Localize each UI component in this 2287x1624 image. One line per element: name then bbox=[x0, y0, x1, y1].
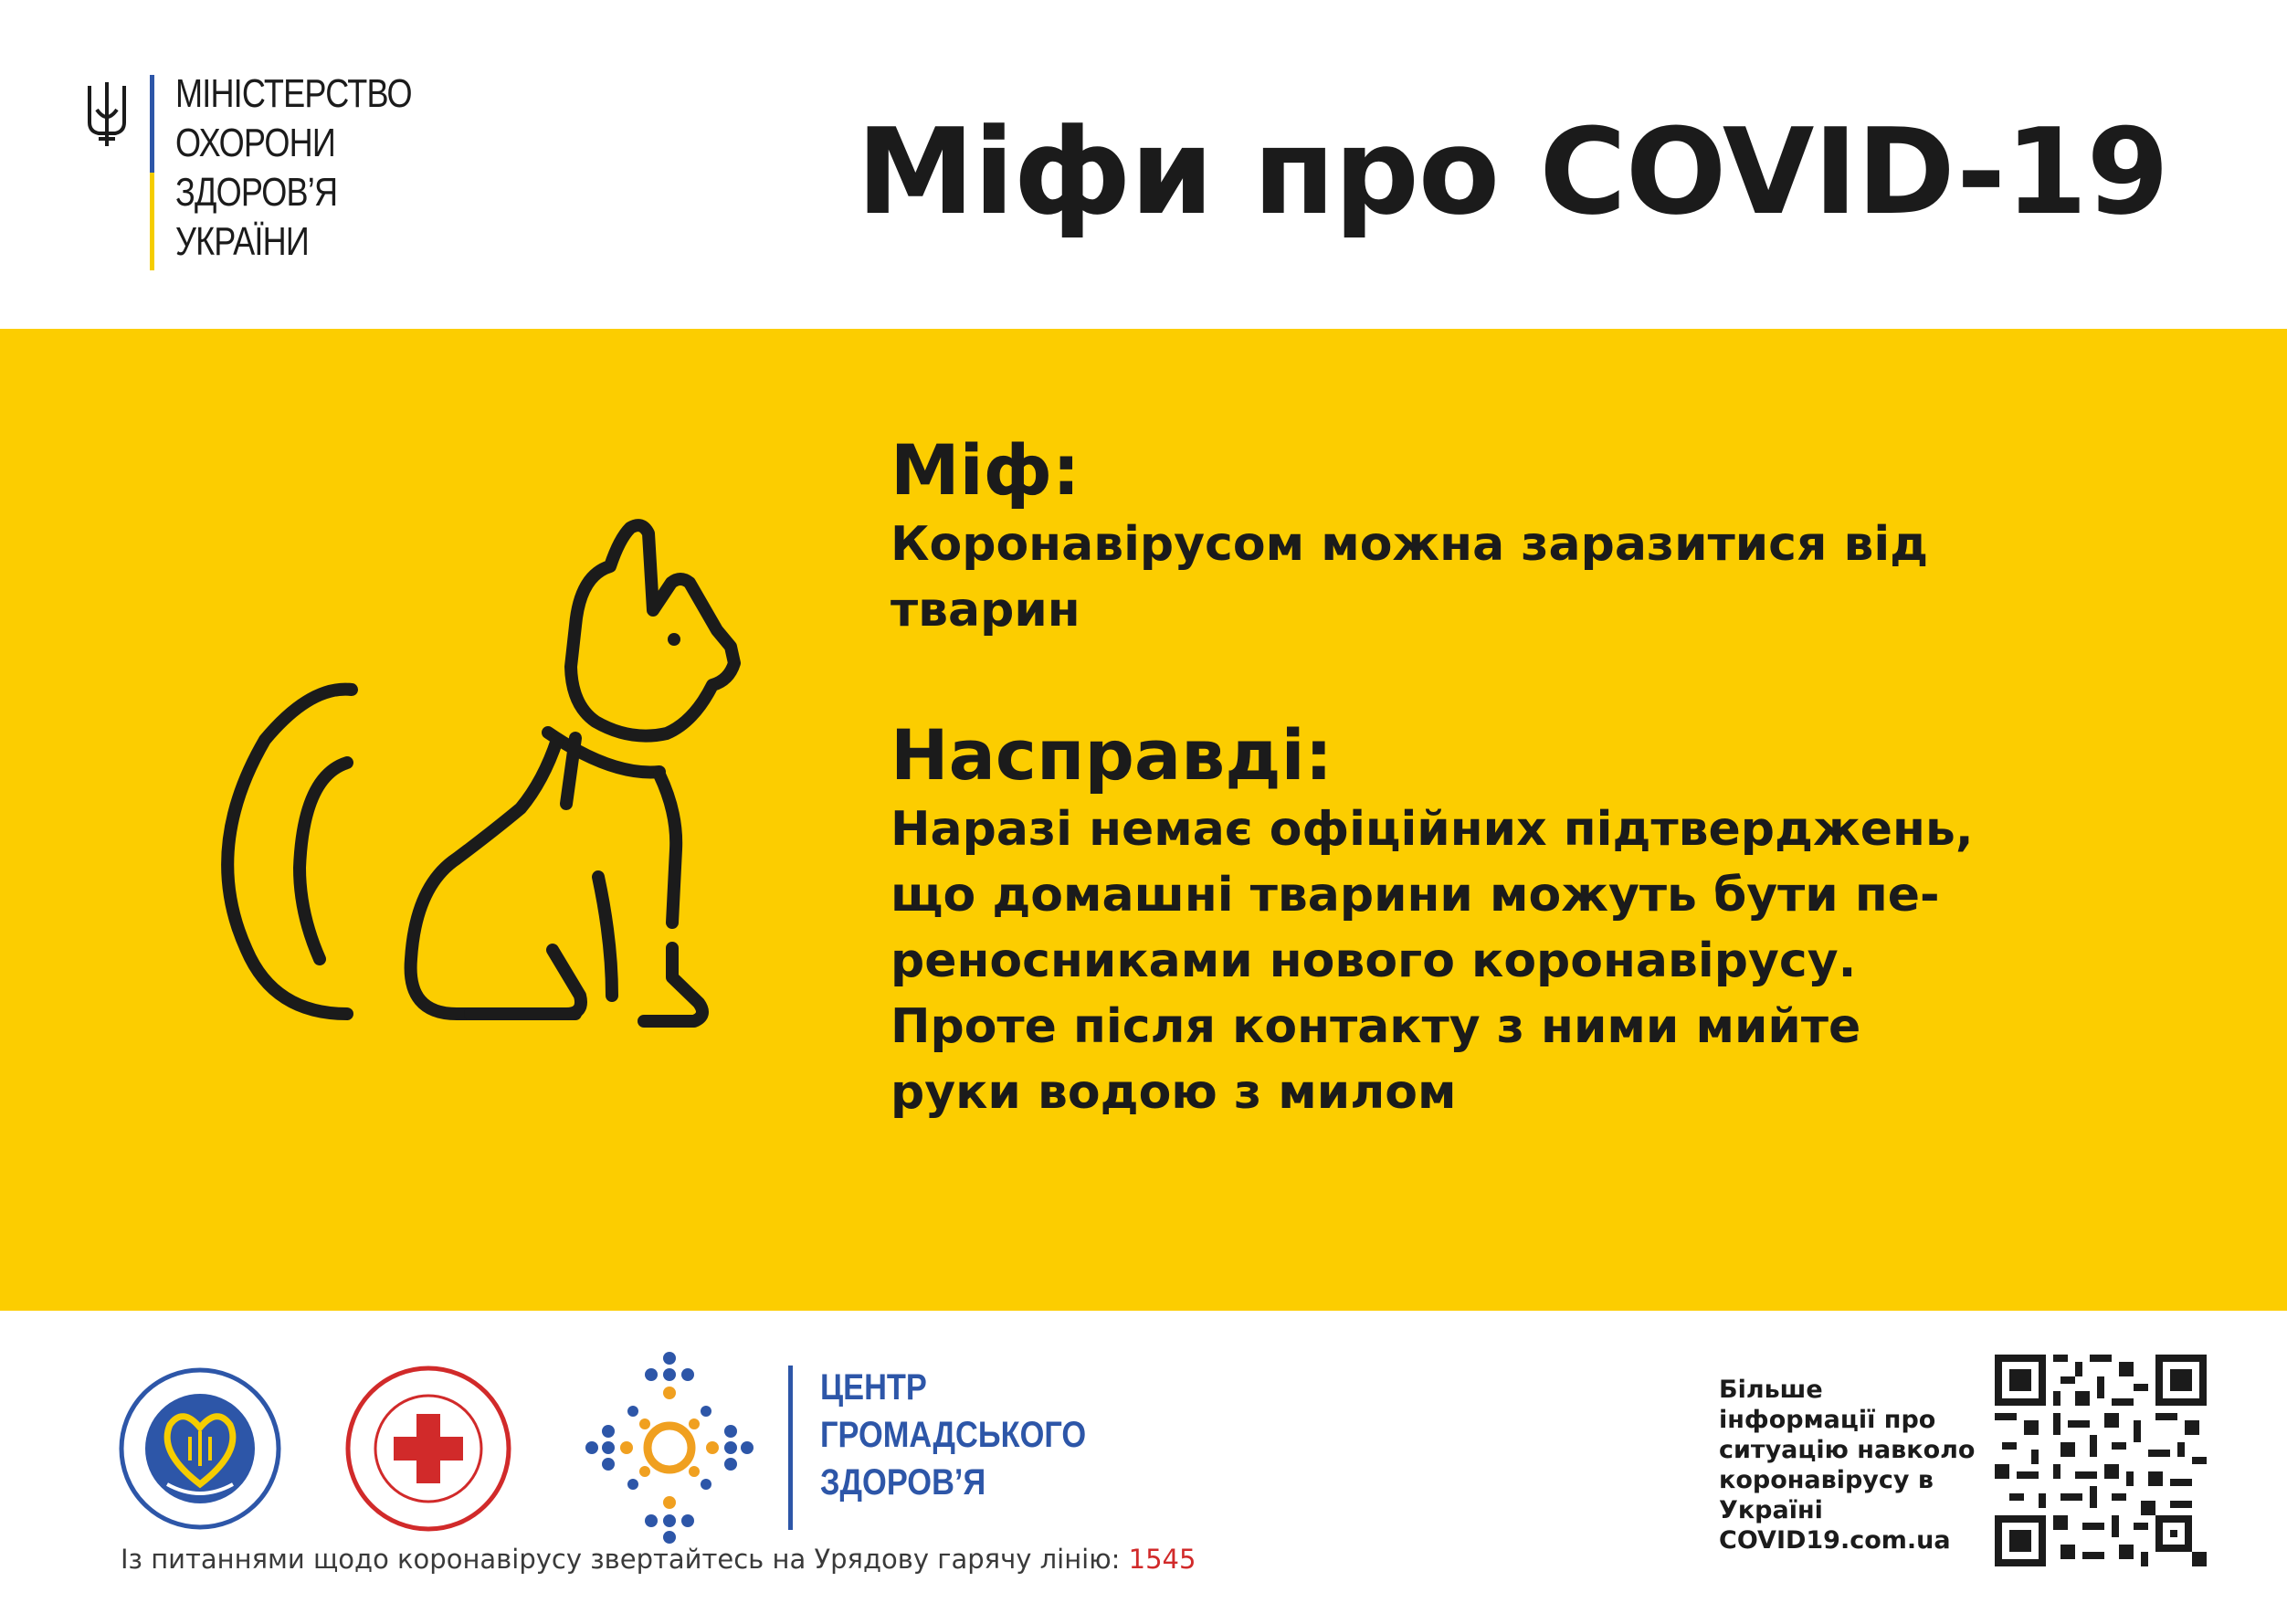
truth-text bbox=[891, 796, 2169, 1125]
hotline-text: Із питаннями щодо коронавірусу звертайтесь на Урядову гарячу лінію: bbox=[121, 1544, 1129, 1575]
phc-line: ЗДОРОВ’Я bbox=[820, 1462, 986, 1503]
ministry-color-bar bbox=[150, 75, 154, 270]
phc-line: ГРОМАДСЬКОГО bbox=[820, 1415, 1087, 1455]
public-health-center-logo bbox=[585, 1347, 754, 1548]
ministry-name bbox=[175, 69, 412, 267]
more-info-line: Україні bbox=[1719, 1496, 1823, 1524]
myth-text bbox=[891, 511, 2169, 643]
hotline-notice bbox=[121, 1541, 1196, 1577]
truth-line: реносниками нового коронавірусу. bbox=[891, 933, 1857, 988]
phc-divider bbox=[788, 1366, 793, 1530]
ministry-line: УКРАЇНИ bbox=[175, 219, 309, 264]
hotline-number: 1545 bbox=[1128, 1544, 1196, 1575]
more-info-line: інформації про bbox=[1719, 1406, 1936, 1434]
ministry-line: ЗДОРОВ’Я bbox=[175, 170, 338, 215]
content-band bbox=[0, 329, 2287, 1311]
truth-line: що домашні тварини можуть бути пе- bbox=[891, 868, 1940, 923]
phc-name bbox=[820, 1364, 1086, 1506]
header bbox=[0, 0, 2287, 329]
phc-line: ЦЕНТР bbox=[820, 1367, 927, 1408]
ministry-line: ОХОРОНИ bbox=[175, 121, 335, 165]
more-info-line: Більше bbox=[1719, 1376, 1823, 1404]
truth-line: Проте після контакту з ними мийте bbox=[891, 999, 1861, 1054]
myth-section bbox=[891, 429, 2169, 1125]
truth-line: Наразі немає офіційних підтверджень, bbox=[891, 802, 1974, 857]
qr-code[interactable] bbox=[1995, 1355, 2207, 1566]
more-info-line: коронавірусу в bbox=[1719, 1466, 1934, 1494]
myth-line: тварин bbox=[891, 583, 1080, 638]
truth-heading: Насправді: bbox=[891, 714, 1333, 796]
trident-icon bbox=[84, 79, 130, 150]
footer bbox=[0, 1311, 2287, 1624]
page-title: Міфи про COVID-19 bbox=[856, 102, 2168, 241]
cat-icon bbox=[183, 502, 749, 1069]
more-info-line: ситуацію навколо bbox=[1719, 1436, 1976, 1464]
more-info-text bbox=[1719, 1375, 1975, 1555]
volunteer-commissioner-logo bbox=[117, 1366, 283, 1532]
truth-line: руки водою з милом bbox=[891, 1065, 1457, 1120]
ministry-line: МІНІСТЕРСТВО bbox=[175, 71, 412, 116]
red-cross-logo bbox=[343, 1364, 513, 1534]
myth-heading: Міф: bbox=[891, 429, 1080, 511]
myth-line: Коронавірусом можна заразитися від bbox=[891, 517, 1929, 572]
more-info-link: COVID19.com.ua bbox=[1719, 1526, 1951, 1555]
